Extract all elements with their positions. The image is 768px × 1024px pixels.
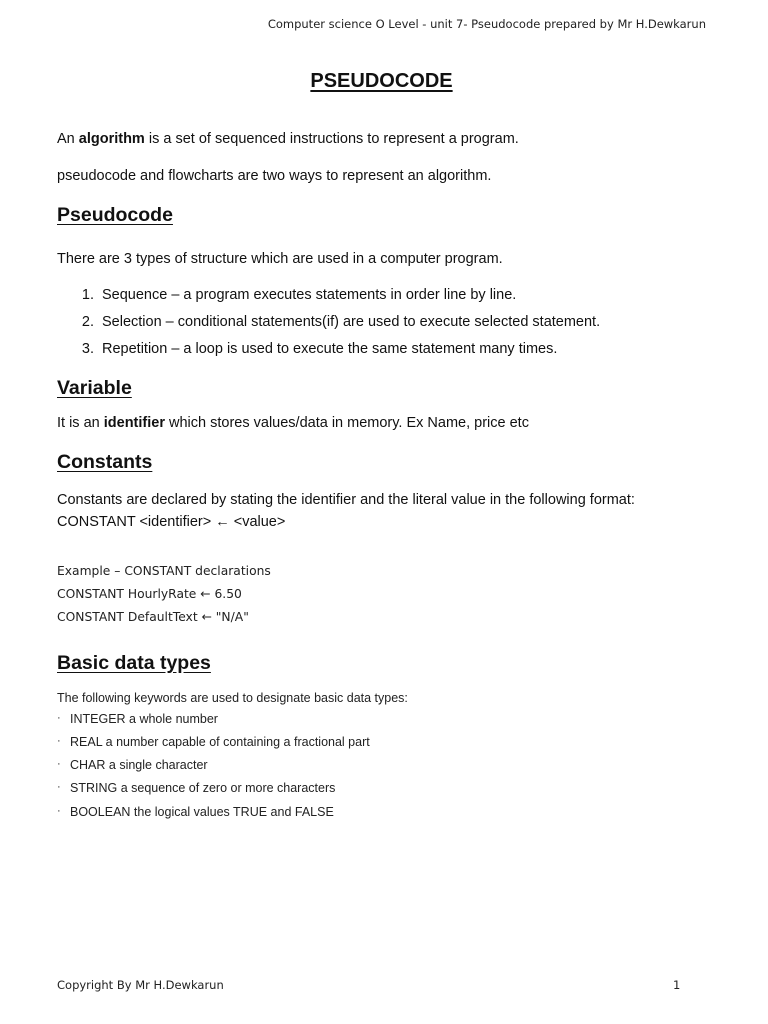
structure-intro: There are 3 types of structure which are used in a computer program. [57, 251, 503, 267]
data-types-heading: Basic data types [57, 652, 211, 674]
example-title: Example – CONSTANT declarations [57, 564, 271, 578]
algorithm-definition [57, 130, 519, 148]
bullet-dot: · [57, 735, 61, 747]
data-type-real: REAL a number capable of containing a fractional part [70, 735, 370, 749]
constants-format: CONSTANT <identifier> ← <value> [57, 514, 286, 530]
algorithm-term: algorithm [78, 131, 145, 147]
copyright-footer: Copyright By Mr H.Dewkarun [57, 978, 224, 992]
page-title: PSEUDOCODE [310, 70, 453, 92]
example-hourly-rate: CONSTANT HourlyRate ← 6.50 [57, 587, 242, 601]
list-item-number: 2. [81, 314, 94, 330]
algorithm-prefix: An [57, 131, 79, 147]
list-item-number: 3. [81, 341, 94, 357]
list-item-selection: Selection – conditional statements(if) are used to execute selected statement. [102, 314, 601, 330]
algorithm-suffix: is a set of sequenced instructions to represent a program. [144, 131, 519, 147]
page-header: Computer science O Level - unit 7- Pseudocode prepared by Mr H.Dewkarun [267, 17, 706, 31]
data-type-string: STRING a sequence of zero or more characters [70, 781, 336, 795]
example-default-text: CONSTANT DefaultText ← "N/A" [57, 610, 249, 624]
bullet-dot: · [57, 712, 61, 724]
bullet-dot: · [57, 781, 61, 793]
representation-text: pseudocode and flowcharts are two ways to represent an algorithm. [57, 168, 492, 184]
constants-heading: Constants [57, 451, 153, 473]
bullet-dot: · [57, 758, 61, 770]
list-item-sequence: Sequence – a program executes statements in order line by line. [102, 287, 517, 303]
data-type-char: CHAR a single character [70, 758, 208, 772]
variable-prefix: It is an [57, 415, 104, 431]
identifier-term: identifier [103, 415, 165, 431]
variable-heading: Variable [57, 377, 132, 399]
constants-description: Constants are declared by stating the identifier and the literal value in the following format: [57, 492, 635, 508]
data-types-intro: The following keywords are used to designate basic data types: [57, 691, 408, 705]
variable-suffix: which stores values/data in memory. Ex Name, price etc [164, 415, 529, 431]
list-item-repetition: Repetition – a loop is used to execute the same statement many times. [102, 341, 558, 357]
bullet-dot: · [57, 805, 61, 817]
data-type-integer: INTEGER a whole number [70, 712, 218, 726]
data-type-boolean: BOOLEAN the logical values TRUE and FALSE [70, 805, 334, 819]
variable-definition [57, 414, 529, 432]
page-number: 1 [673, 978, 681, 992]
list-item-number: 1. [81, 287, 94, 303]
pseudocode-heading: Pseudocode [57, 204, 173, 226]
